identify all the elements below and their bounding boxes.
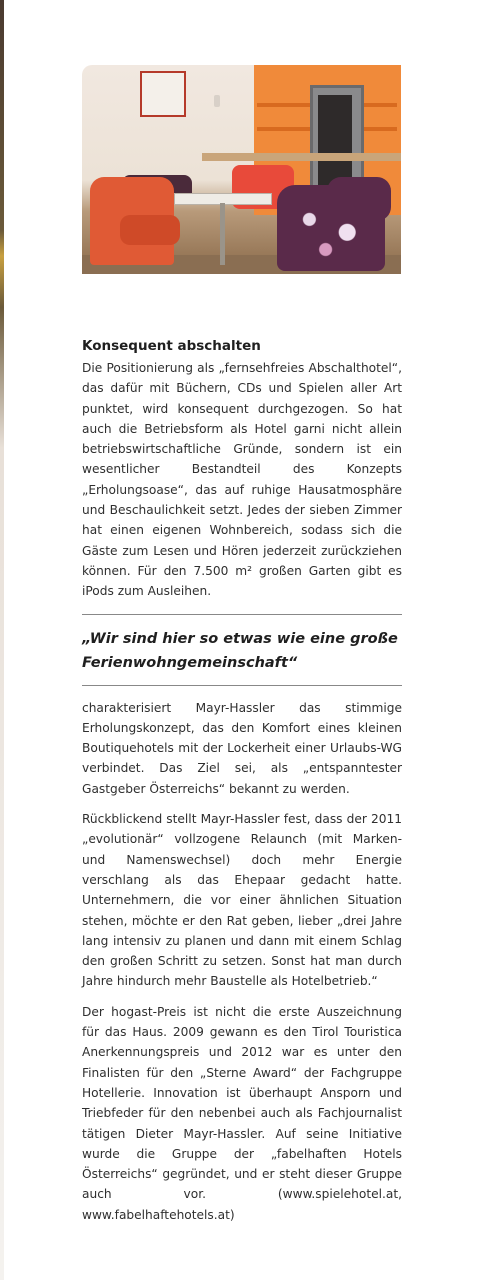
paragraph-3: Rückblickend stellt Mayr-Hassler fest, dass der 2011 „evolutionär“ vollzogene Relaunch (mit Marken- und Namenswechsel) doch mehr Energie verschlang als das Ehepaar gedacht hatte. Unternehmern, die vor einer ähnlichen Situation stehen, möchte er den Rat geben, lieber „drei Jahre lang intensiv zu planen und dann mit einem Schlag den großen Schritt zu setzen. Sonst hat man durch Jahre hindurch mehr Baustelle als Hotelbetrieb.“ bbox=[82, 812, 402, 989]
hotel-lounge-photo bbox=[82, 65, 401, 274]
section-heading: Konsequent abschalten bbox=[82, 338, 261, 354]
article-body bbox=[82, 336, 402, 1225]
paragraph-1: Die Positionierung als „fernsehfreies Abschalthotel“, das dafür mit Büchern, CDs und Spielen aller Art punktet, wird konsequent durchgezogen. So hat auch die Betriebsform als Hotel garni nicht allein betriebswirtschaftliche Gründe, sondern ist ein wesentlicher Bestandteil des Konzepts „Erholungsoase“, das auf ruhige Hausatmosphäre und Beschaulichkeit setzt. Jedes der sieben Zimmer hat einen eigenen Wohnbereich, sodass sich die Gäste zum Lesen und Hören jederzeit zurückziehen können. Für den 7.500 m² großen Garten gibt es iPods zum Ausleihen. bbox=[82, 361, 402, 599]
pull-quote: „Wir sind hier so etwas wie eine große Ferienwohngemeinschaft“ bbox=[82, 630, 398, 671]
quote-divider-top bbox=[82, 614, 402, 615]
paragraph-4: Der hogast-Preis ist nicht die erste Auszeichnung für das Haus. 2009 gewann es den Tirol Touristica Anerkennungspreis und 2012 war es unter den Finalisten für den „Sterne Award“ der Fachgruppe Hotellerie. Innovation ist überhaupt Ansporn und Triebfeder für den nebenbei auch als Fachjournalist tätigen Dieter Mayr-Hassler. Auf seine Initiative wurde die Gruppe der „fabelhaften Hotels Österreichs“ gegründet, und er steht dieser Gruppe auch vor. (www.spielehotel.at, www.fabelhaftehotels.at) bbox=[82, 1004, 402, 1222]
paragraph-2: charakterisiert Mayr-Hassler das stimmige Erholungskonzept, das den Komfort eines kleinen Boutiquehotels mit der Lockerheit einer Urlaubs-WG verbindet. Das Ziel sei, als „entspanntester Gastgeber Österreichs“ bekannt zu werden. bbox=[82, 700, 402, 796]
page-edge bbox=[0, 0, 4, 1280]
quote-divider-bottom bbox=[82, 685, 402, 686]
